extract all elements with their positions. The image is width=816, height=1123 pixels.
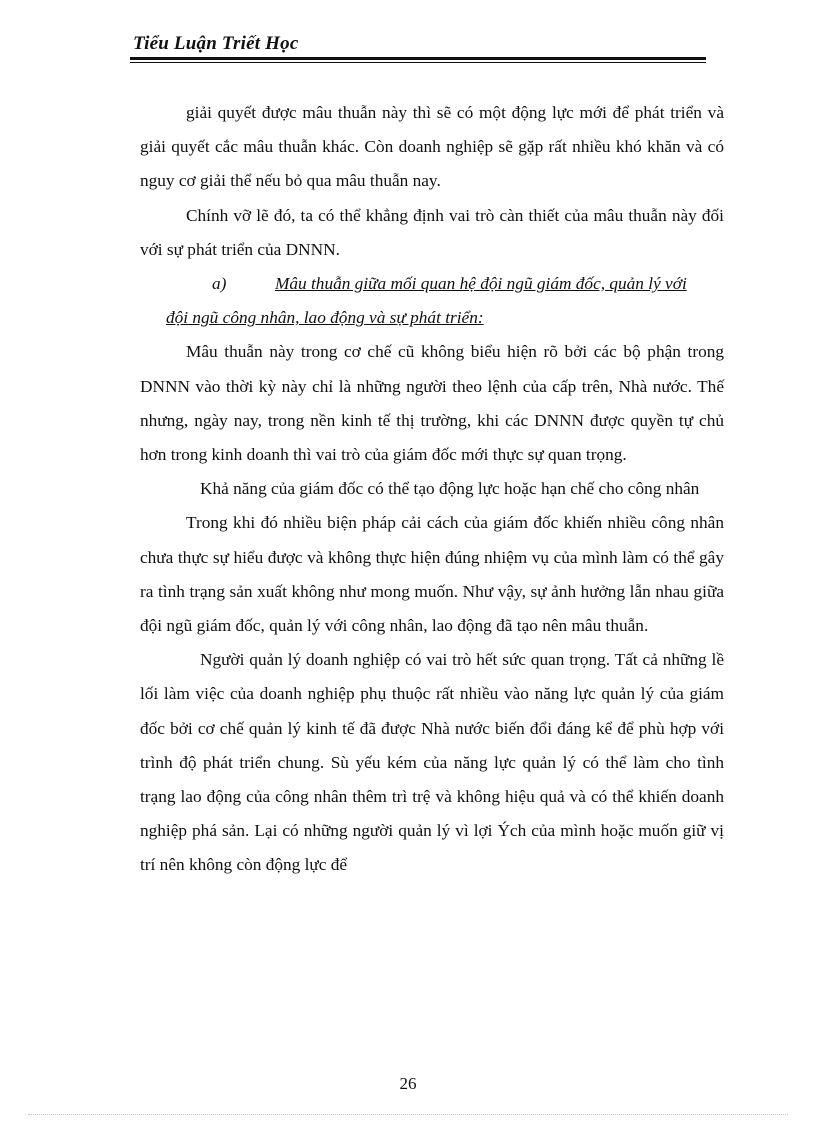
- section-heading-line-2: đội ngũ công nhân, lao động và sự phát triển:: [166, 308, 484, 328]
- paragraph-3: Mâu thuẫn này trong cơ chế cũ không biểu hiện rõ bởi các bộ phận trong DNNN vào thời kỳ này chỉ là những người theo lệnh của cấp trên, Nhà nước. Thế nhưng, ngày nay, trong nền kinh tế thị trường, khi các DNNN được quyền tự chủ hơn trong kinh doanh thì vai trò của giám đốc mới thực sự quan trọng.: [140, 342, 724, 465]
- paragraph-4: Khả năng của giám đốc có thể tạo động lực hoặc hạn chế cho công nhân: [200, 479, 700, 499]
- paragraph-1: giải quyết được mâu thuẫn này thì sẽ có một động lực mới để phát triển và giải quyết cắc mâu thuẫn khác. Còn doanh nghiệp sẽ gặp rất nhiều khó khăn và có nguy cơ giải thể nếu bỏ qua mâu thuẫn nay.: [140, 103, 724, 191]
- footer-dotted-rule: [28, 1114, 788, 1115]
- paragraph-5: Trong khi đó nhiều biện pháp cải cách của giám đốc khiến nhiều công nhân chưa thực sự hiểu được và không thực hiện đúng nhiệm vụ của mình làm có thể gây ra tình trạng sản xuất không như mong muốn. Như vậy, sự ảnh hưởng lẫn nhau giữa đội ngũ giám đốc, quản lý với công nhân, lao động đã tạo nên mâu thuẫn.: [140, 513, 724, 636]
- paragraph-6: Người quản lý doanh nghiệp có vai trò hết sức quan trọng. Tất cả những lề lối làm việc của doanh nghiệp phụ thuộc rất nhiều vào năng lực quản lý của giám đốc bởi cơ chế quản lý kinh tế đã được Nhà nước biến đổi đáng kể để phù hợp với trình độ phát triển chung. Sù yếu kém của năng lực quản lý có thể làm cho tình trạng lao động của công nhân thêm trì trệ và không hiệu quả và có thể khiến doanh nghiệp phá sản. Lại có những người quản lý vì lợi Ých của mình hoặc muốn giữ vị trí nên không còn động lực để: [140, 650, 724, 875]
- running-header-title: Tiểu Luận Triết Học: [133, 33, 299, 54]
- section-heading-line-1: Mâu thuẫn giữa mối quan hệ đội ngũ giám đốc, quản lý với: [275, 274, 687, 294]
- header-rule-thin: [130, 62, 706, 63]
- header-rule-thick: [130, 57, 706, 60]
- page-number: 26: [399, 1074, 417, 1093]
- body-text: [140, 96, 724, 883]
- paragraph-2: Chính vỡ lẽ đó, ta có thể khẳng định vai trò càn thiết của mâu thuẫn này đối với sự phát triển của DNNN.: [140, 205, 724, 259]
- section-heading-marker: a): [212, 274, 227, 294]
- section-heading: [140, 267, 724, 301]
